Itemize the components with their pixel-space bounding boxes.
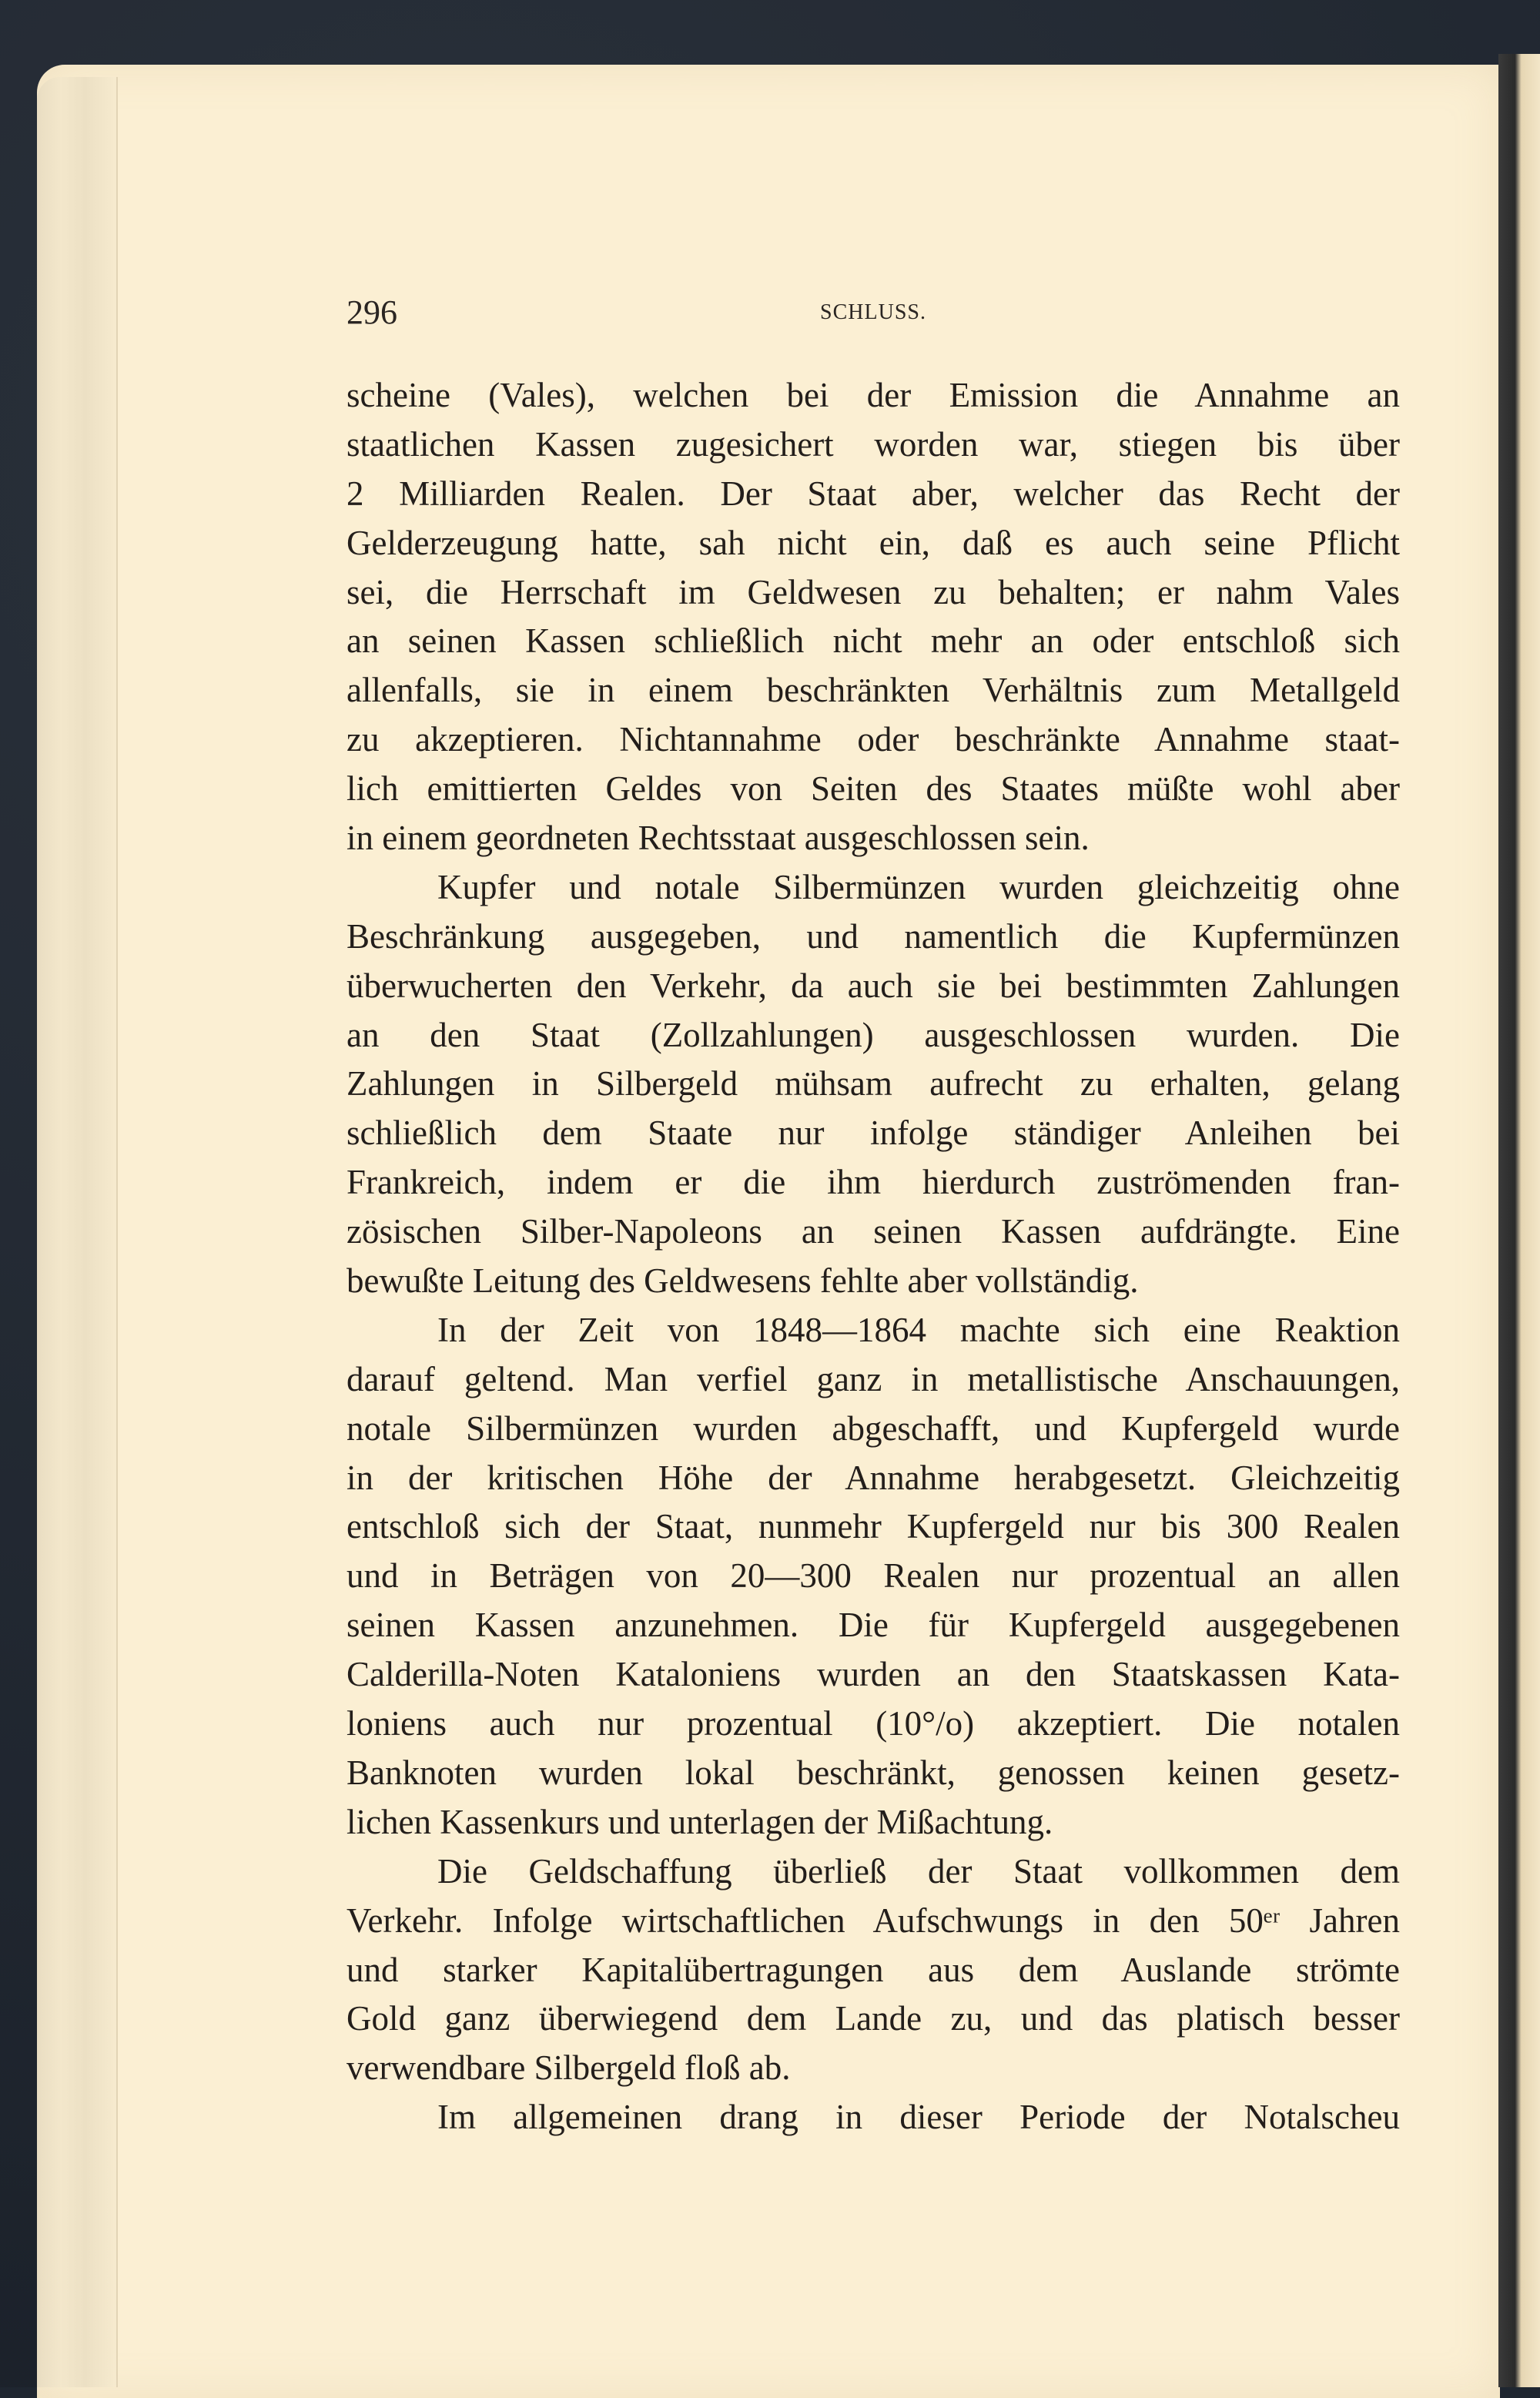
text-line: Kupfer und notale Silbermünzen wurden gleichzeitig ohne: [437, 867, 1400, 906]
page-header: [346, 293, 1400, 336]
text-line: scheine (Vales), welchen bei der Emission die Annahme an: [346, 376, 1400, 414]
text-line: Frankreich, indem er die ihm hierdurch zuströmenden fran-: [346, 1163, 1400, 1202]
text-line: Die Geldschaffung überließ der Staat vollkommen dem: [437, 1851, 1400, 1891]
text-line: Calderilla-Noten Kataloniens wurden an den Staatskassen Kata-: [346, 1655, 1400, 1694]
text-line: 2 Milliarden Realen. Der Staat aber, welcher das Recht der: [346, 474, 1400, 513]
text-line: an seinen Kassen schließlich nicht mehr an oder entschloß sich: [346, 621, 1400, 661]
text-line: und starker Kapitalübertragungen aus dem Auslande strömte: [346, 1950, 1400, 1989]
text-line: Gold ganz überwiegend dem Lande zu, und das platisch besser: [346, 1999, 1400, 2038]
text-line: und in Beträgen von 20—300 Realen nur prozentual an allen: [346, 1556, 1400, 1596]
body-text: [346, 371, 1400, 2142]
text-line: sei, die Herrschaft im Geldwesen zu behalten; er nahm Vales: [346, 572, 1400, 611]
text-line: In der Zeit von 1848—1864 machte sich eine Reaktion: [437, 1310, 1400, 1349]
next-page-edge: [1498, 54, 1540, 2387]
text-line: loniens auch nur prozentual (10°/o) akzeptiert. Die notalen: [346, 1704, 1400, 1743]
paragraph: [346, 371, 1400, 863]
running-head: SCHLUSS.: [820, 300, 926, 324]
page-number: 296: [346, 293, 397, 331]
text-line: seinen Kassen anzunehmen. Die für Kupfergeld ausgegebenen: [346, 1606, 1400, 1645]
paragraph: [346, 2093, 1400, 2142]
text-line: an den Staat (Zollzahlungen) ausgeschlossen wurden. Die: [346, 1015, 1400, 1054]
text-line: Im allgemeinen drang in dieser Periode der Notalscheu: [437, 2098, 1400, 2137]
text-line: zösischen Silber-Napoleons an seinen Kassen aufdrängte. Eine: [346, 1212, 1400, 1251]
text-line: staatlichen Kassen zugesichert worden war, stiegen bis über: [346, 424, 1400, 464]
text-line: lichen Kassenkurs und unterlagen der Mißachtung.: [346, 1802, 1053, 1841]
text-line: darauf geltend. Man verfiel ganz in metallistische Anschauungen,: [346, 1359, 1400, 1398]
text-line: schließlich dem Staate nur infolge ständiger Anleihen bei: [346, 1114, 1400, 1153]
text-line: Zahlungen in Silbergeld mühsam aufrecht zu erhalten, gelang: [346, 1064, 1400, 1104]
text-line: in einem geordneten Rechtsstaat ausgeschlossen sein.: [346, 819, 1090, 858]
text-line: überwucherten den Verkehr, da auch sie bei bestimmten Zahlungen: [346, 966, 1400, 1005]
text-line: in der kritischen Höhe der Annahme herabgesetzt. Gleichzeitig: [346, 1458, 1400, 1497]
paragraph: [346, 1306, 1400, 1847]
text-line: Verkehr. Infolge wirtschaftlichen Aufschwungs in den 50ᵉʳ Jahren: [346, 1901, 1400, 1940]
page-edges: [37, 77, 118, 2387]
text-line: entschloß sich der Staat, nunmehr Kupfergeld nur bis 300 Realen: [346, 1507, 1400, 1546]
text-line: notale Silbermünzen wurden abgeschafft, und Kupfergeld wurde: [346, 1408, 1400, 1448]
text-line: bewußte Leitung des Geldwesens fehlte aber vollständig.: [346, 1261, 1139, 1301]
text-line: Banknoten wurden lokal beschränkt, genossen keinen gesetz-: [346, 1753, 1400, 1792]
text-line: zu akzeptieren. Nichtannahme oder beschränkte Annahme staat-: [346, 720, 1400, 759]
text-line: verwendbare Silbergeld floß ab.: [346, 2048, 791, 2088]
paragraph: [346, 1847, 1400, 2093]
text-line: Beschränkung ausgegeben, und namentlich die Kupfermünzen: [346, 916, 1400, 956]
paragraph: [346, 863, 1400, 1306]
text-line: allenfalls, sie in einem beschränkten Verhältnis zum Metallgeld: [346, 671, 1400, 710]
text-line: lich emittierten Geldes von Seiten des Staates müßte wohl aber: [346, 769, 1400, 809]
text-line: Gelderzeugung hatte, sah nicht ein, daß es auch seine Pflicht: [346, 523, 1400, 562]
